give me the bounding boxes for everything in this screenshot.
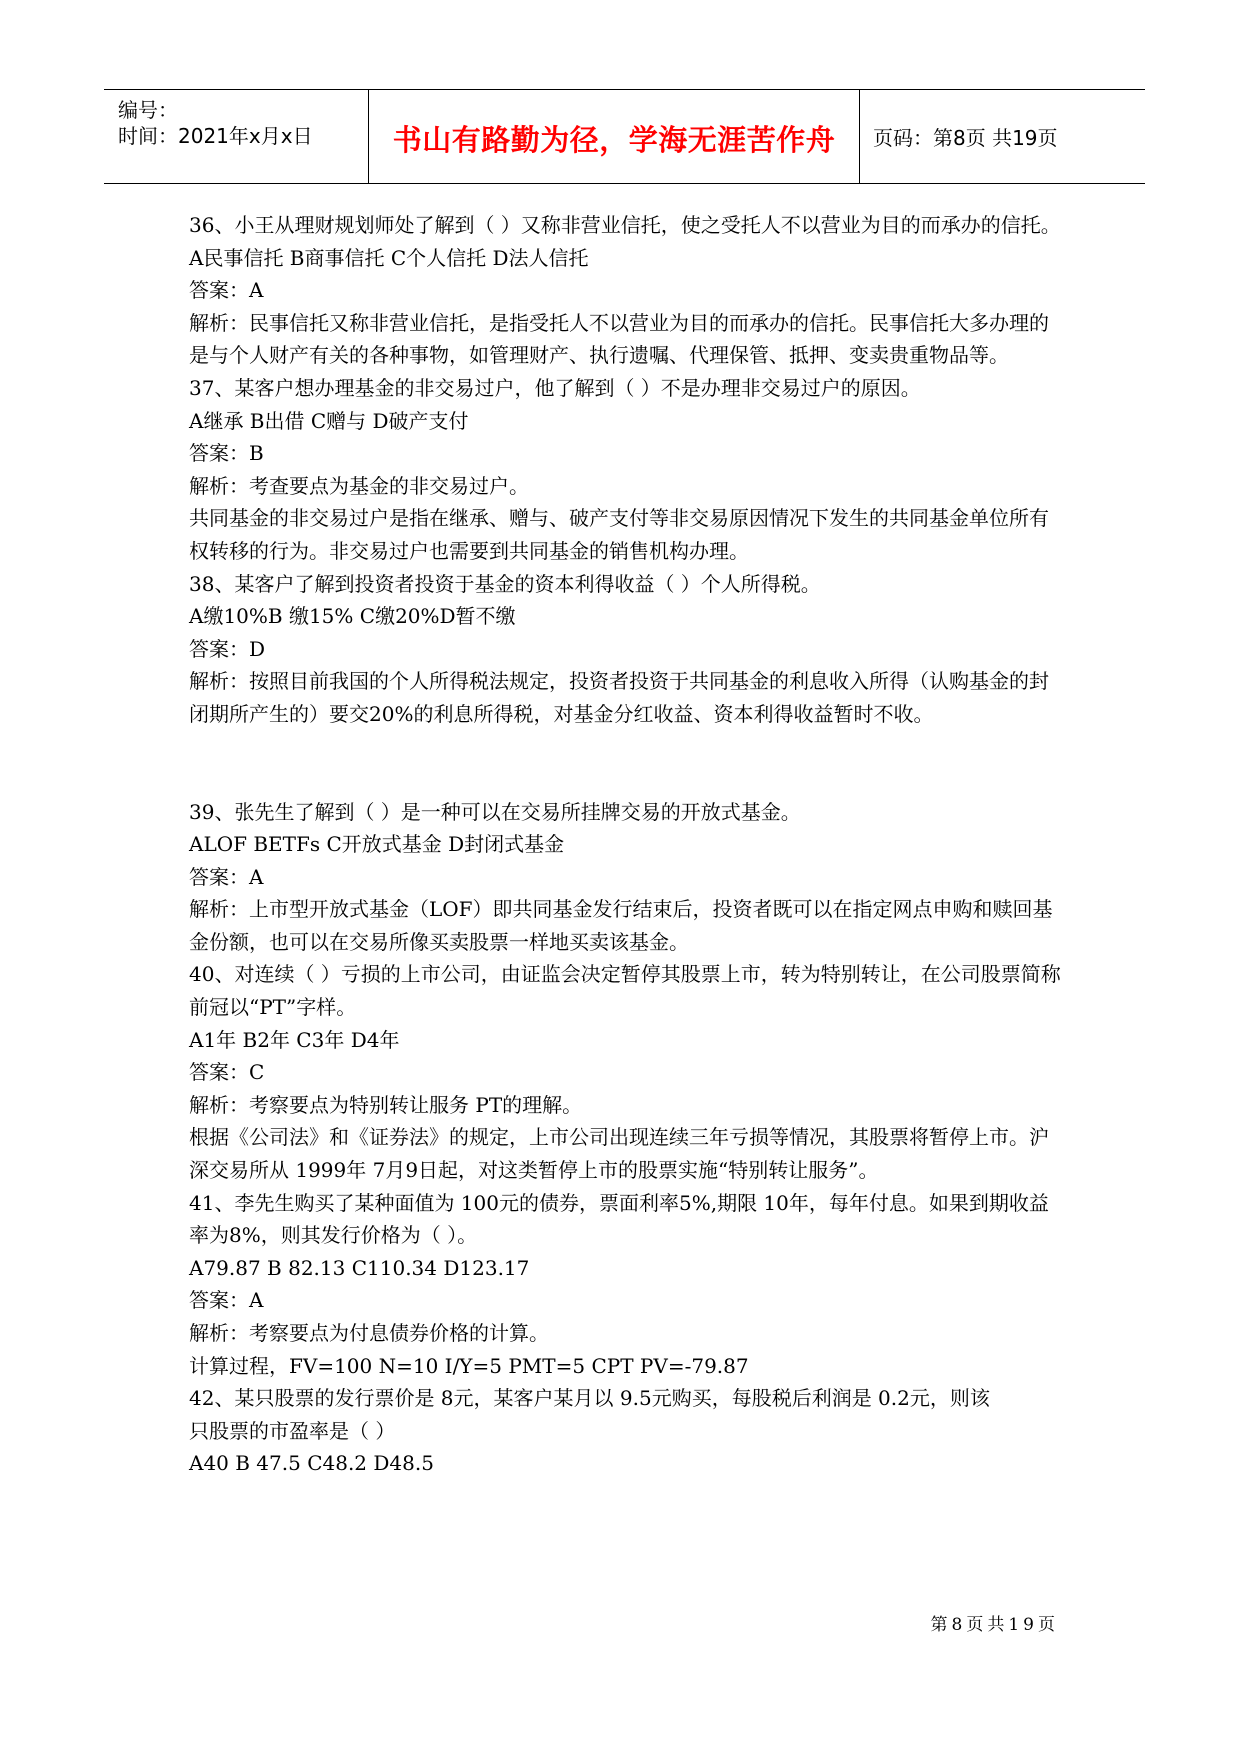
header-right-cell [859, 90, 1145, 183]
question-41-stem: 41、李先生购买了某种面值为 100元的债券，票面利率5%,期限 10年，每年付息。如果到期收益率为8%，则其发行价格为（ ）。 [189, 1190, 1049, 1248]
page-footer: 第8页共19页 [930, 1615, 1059, 1635]
question-40-analysis: 解析：考察要点为特别转让服务 PT的理解。 [189, 1092, 583, 1117]
question-36-analysis: 解析：民事信托又称非营业信托，是指受托人不以营业为目的而承办的信托。民事信托大多办理的是与个人财产有关的各种事物，如管理财产、执行遗嘱、代理保管、抵押、变卖贵重物品等。 [189, 310, 1049, 368]
question-42-stem-line2: 只股票的市盈率是（ ） [189, 1418, 396, 1443]
document-body [189, 209, 1061, 1480]
question-37-options: A继承 B出借 C赠与 D破产支付 [189, 408, 469, 433]
document-time-label: 时间：2021年x月x日 [118, 124, 313, 148]
question-36-stem: 36、小王从理财规划师处了解到（ ）又称非营业信托，使之受托人不以营业为目的而承办的信托。 [189, 213, 1061, 237]
header-page-info: 页码：第8页 共19页 [873, 126, 1058, 150]
question-40-options: A1年 B2年 C3年 D4年 [189, 1027, 400, 1052]
question-38-options: A缴10%B 缴15% C缴20%D暂不缴 [189, 604, 516, 629]
header-left-cell [104, 90, 368, 183]
question-40-explanation: 根据《公司法》和《证券法》的规定，上市公司出现连续三年亏损等情况，其股票将暂停上市。沪深交易所从 1999年 7月9日起，对这类暂停上市的股票实施“特别转让服务”。 [189, 1125, 1049, 1183]
question-39-options: ALOF BETFs C开放式基金 D封闭式基金 [189, 832, 565, 857]
question-39-stem: 39、张先生了解到（ ）是一种可以在交易所挂牌交易的开放式基金。 [189, 799, 801, 824]
question-41-analysis: 解析：考察要点为付息债券价格的计算。 [189, 1321, 549, 1345]
page-header [104, 89, 1145, 184]
question-41-calculation: 计算过程，FV=100 N=10 I/Y=5 PMT=5 CPT PV=-79.87 [189, 1353, 749, 1378]
question-37-answer: 答案：B [189, 441, 264, 466]
question-37-analysis: 解析：考查要点为基金的非交易过户。 [189, 473, 529, 498]
question-38-answer: 答案：D [189, 636, 266, 661]
blank-gap [189, 731, 1061, 796]
question-37-stem: 37、某客户想办理基金的非交易过户，他了解到（ ）不是办理非交易过户的原因。 [189, 375, 921, 400]
question-38-stem: 38、某客户了解到投资者投资于基金的资本利得收益（ ）个人所得税。 [189, 571, 821, 596]
question-41-answer: 答案：A [189, 1288, 264, 1313]
question-42-stem-line1: 42、某只股票的发行票价是 8元，某客户某月以 9.5元购买，每股税后利润是 0.2元，则该 [189, 1386, 990, 1411]
question-39-analysis: 解析：上市型开放式基金（LOF）即共同基金发行结束后，投资者既可以在指定网点申购和赎回基金份额，也可以在交易所像买卖股票一样地买卖该基金。 [189, 897, 1053, 954]
question-41-options: A79.87 B 82.13 C110.34 D123.17 [189, 1255, 530, 1280]
question-38-analysis: 解析：按照目前我国的个人所得税法规定，投资者投资于共同基金的利息收入所得（认购基金的封闭期所产生的）要交20%的利息所得税，对基金分红收益、资本利得收益暂时不收。 [189, 669, 1049, 726]
header-middle-cell [368, 90, 860, 183]
question-40-answer: 答案：C [189, 1060, 265, 1085]
question-42-options: A40 B 47.5 C48.2 D48.5 [189, 1451, 434, 1476]
question-37-explanation: 共同基金的非交易过户是指在继承、赠与、破产支付等非交易原因情况下发生的共同基金单位所有权转移的行为。非交易过户也需要到共同基金的销售机构办理。 [189, 506, 1049, 563]
question-36-options: A民事信托 B商事信托 C个人信托 D法人信托 [189, 245, 589, 270]
question-39-answer: 答案：A [189, 864, 264, 889]
question-36-answer: 答案：A [189, 278, 264, 303]
document-number-label: 编号： [118, 98, 178, 122]
question-40-stem: 40、对连续（ ）亏损的上市公司，由证监会决定暂停其股票上市，转为特别转让，在公司股票简称前冠以“PT”字样。 [189, 962, 1061, 1020]
header-motto: 书山有路勤为径，学海无涯苦作舟 [392, 123, 836, 157]
